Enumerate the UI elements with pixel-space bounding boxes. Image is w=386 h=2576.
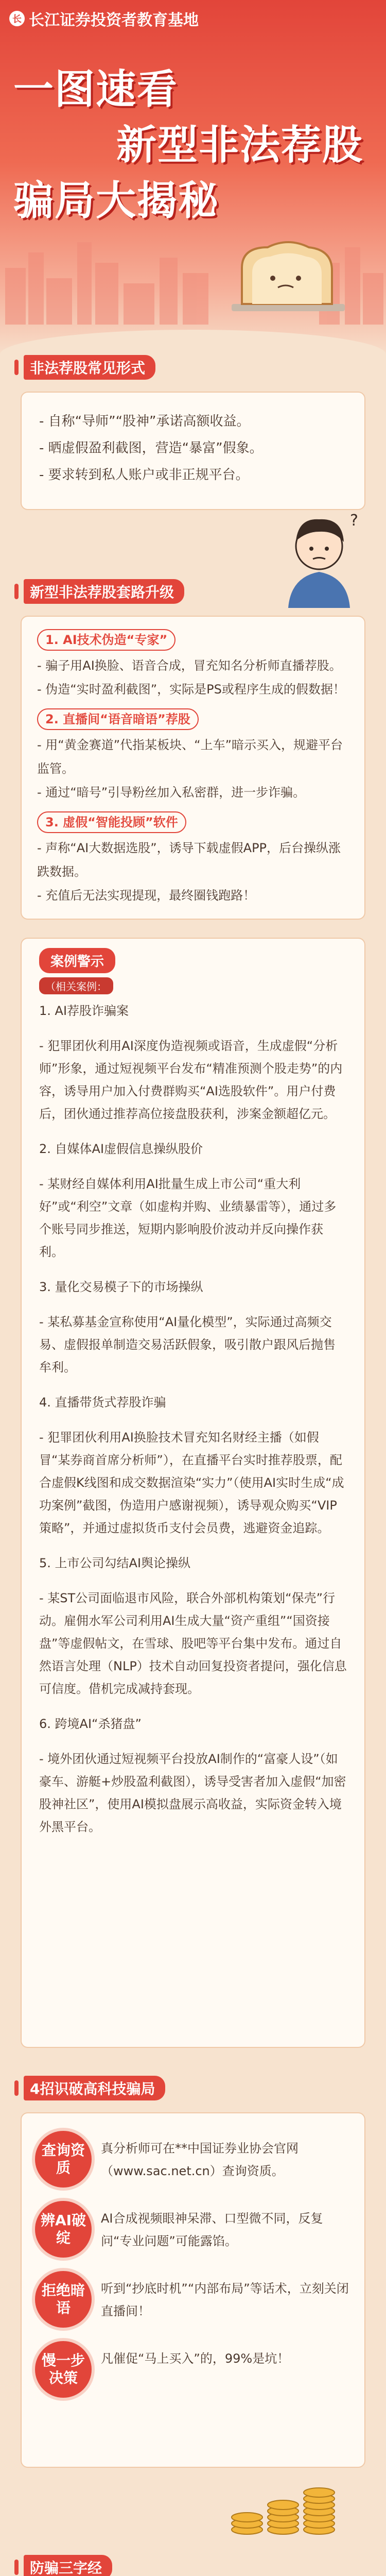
trick-line: - 用“黄金赛道”代指某板块、“上车”暗示买入，规避平台监管。 — [37, 738, 343, 776]
tip-text: 真分析师可在**中国证券业协会官网（www.sac.net.cn）查询资质。 — [101, 2141, 299, 2178]
case-heading: 4. 直播带货式荐股诈骗 — [39, 1395, 166, 1410]
section-anti-fraud-header — [14, 2555, 112, 2576]
case-warning-title: 案例警示 — [39, 948, 115, 973]
case-body: - 境外团伙通过短视频平台投放AI制作的“富豪人设”（如豪车、游艇+炒股盈利截图），诱导受害者加入虚假“加密股神社区”，使用AI模拟盘展示高收益，实际资金转入境外黑平台。 — [39, 1752, 346, 1834]
header-bar — [14, 360, 19, 375]
svg-text:?: ? — [350, 512, 358, 530]
trick-tag: 3. 虚假“智能投顾”软件 — [37, 811, 186, 833]
trick-line: - 伪造“实时盈利截图”，实际是PS或程序生成的假数据！ — [37, 682, 345, 697]
trick-line: - 充值后无法实现提现，最终圈钱跑路！ — [37, 888, 256, 903]
trick-tag: 2. 直播间“语音暗语”荐股 — [37, 708, 199, 730]
list-item: - 要求转到私人账户或非正规平台。 — [39, 467, 249, 483]
case-heading: 1. AI荐股诈骗案 — [39, 1004, 129, 1018]
new-tricks-card — [21, 616, 365, 920]
case-heading: 3. 量化交易模子下的市场操纵 — [39, 1280, 203, 1294]
tip-text: 听到“抄底时机”“内部布局”等话术，立刻关闭直播间！ — [101, 2281, 349, 2318]
case-body: - 某ST公司面临退市风险，联合外部机构策划“保壳”行动。雇佣水军公司利用AI生成大量“资产重组”“国资接盘”等虚假帖文，在雪球、股吧等平台集中发布。通过自然语言处理（NLP）技术自动回复投资者提问，强化信息可信度。借机完成减持套现。 — [39, 1591, 347, 1696]
case-list — [39, 999, 347, 1838]
case-body: - 犯罪团伙利用AI深度伪造视频或语音，生成虚假“分析师”形象，通过短视频平台发布“精准预测个股走势”的内容，诱导用户加入付费群购买“AI选股软件”。用户付费后，团伙通过推荐高位接盘股获利，涉案金额超亿元。 — [39, 1039, 343, 1121]
hero-title — [13, 62, 374, 229]
case-heading: 2. 自媒体AI虚假信息操纵股价 — [39, 1142, 203, 1156]
hero-title-line-2: 新型非法荐股 — [116, 122, 364, 168]
list-item: - 自称“导师”“股神”承诺高额收益。 — [39, 414, 250, 429]
hero-title-line-1: 一图速看 — [13, 66, 179, 113]
tip-row — [35, 2341, 351, 2398]
case-warning-card — [21, 938, 365, 2048]
section-common-forms-title: 非法荐股常见形式 — [24, 355, 155, 380]
section-anti-fraud-title: 防骗三字经 — [24, 2555, 112, 2576]
trick-line: - 通过“暗号”引导粉丝加入私密群，进一步诈骗。 — [37, 785, 306, 800]
coin-stacks-icon — [221, 2468, 365, 2540]
list-item: - 晒虚假盈利截图，营造“暴富”假象。 — [39, 440, 263, 456]
trick-line: - 声称“AI大数据选股”，诱导下载虚假APP，后台操纵涨跌数据。 — [37, 841, 341, 879]
tip-badge-icon: 查询资质 — [35, 2131, 92, 2188]
tip-badge-icon: 辨AI破绽 — [35, 2201, 92, 2258]
case-heading: 5. 上市公司勾结AI舆论操纵 — [39, 1556, 191, 1570]
section-common-forms-header — [14, 355, 155, 379]
trick-block-1 — [37, 622, 349, 701]
case-body: - 犯罪团伙利用AI换脸技术冒充知名财经主播（如假冒“某券商首席分析师”），在直播平台实时推荐股票，配合虚假K线图和成交数据渲染“实力”（使用AI实时生成“成功案例”截图，伪造用户感谢视频），诱导观众购买“VIP策略”，并通过虚拟货币支付会员费，逃避资金追踪。 — [39, 1430, 344, 1535]
thinking-man-icon — [268, 505, 371, 608]
brand-logo-icon: 长 — [9, 11, 25, 26]
four-tips-card — [21, 2112, 365, 2468]
section-four-tips-header — [14, 2076, 165, 2100]
tip-row — [35, 2131, 351, 2188]
tip-text: 凡催促“马上买入”的，99%是坑！ — [101, 2351, 290, 2366]
tip-badge-icon: 拒绝暗语 — [35, 2271, 92, 2328]
section-four-tips-title: 4招识破高科技骗局 — [24, 2076, 165, 2100]
header-bar — [14, 2560, 19, 2575]
hero-title-line-3: 骗局大揭秘 — [13, 178, 220, 224]
header-bar — [14, 2080, 19, 2096]
hero-banner — [0, 0, 386, 361]
trick-tag: 1. AI技术伪造“专家” — [37, 629, 176, 651]
brand — [9, 7, 199, 30]
case-heading: 6. 跨境AI“杀猪盘” — [39, 1717, 142, 1731]
trick-block-3 — [37, 804, 349, 907]
case-body: - 某私募基金宣称使用“AI量化模型”，实际通过高频交易、虚假报单制造交易活跃假象，吸引散户跟风后抛售牟利。 — [39, 1315, 336, 1375]
tip-row — [35, 2201, 351, 2258]
tip-row — [35, 2271, 351, 2328]
tip-text: AI合成视频眼神呆滞、口型微不同，反复问“专业问题”可能露馅。 — [101, 2211, 323, 2248]
section-new-tricks-header — [14, 580, 184, 603]
tip-badge-icon: 慢一步决策 — [35, 2341, 92, 2398]
header-bar — [14, 584, 19, 599]
trick-block-2 — [37, 701, 349, 804]
common-forms-card — [21, 392, 365, 510]
bread-loaf-icon — [221, 227, 350, 319]
section-new-tricks-title: 新型非法荐股套路升级 — [24, 579, 184, 604]
case-warning-subtitle: （相关案例： — [39, 977, 113, 994]
trick-line: - 骗子用AI换脸、语音合成，冒充知名分析师直播荐股。 — [37, 658, 342, 673]
brand-name: 长江证券投资者教育基地 — [29, 11, 199, 29]
case-body: - 某财经自媒体利用AI批量生成上市公司“重大利好”或“利空”文章（如虚构并购、业绩暴雷等），通过多个账号同步推送，短期内影响股价波动并反向操作获利。 — [39, 1177, 337, 1259]
